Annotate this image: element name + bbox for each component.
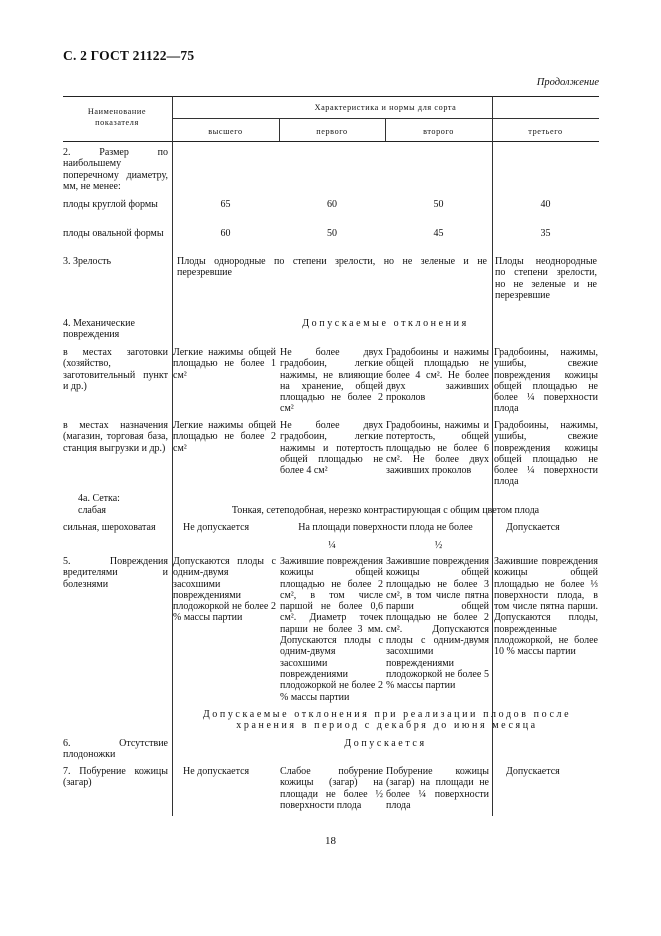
grade-header-first: первого [316,127,348,136]
oval-value-first: 50 [327,228,337,239]
net-strong-fraction-second: ½ [434,540,443,551]
net-weak-value: Тонкая, сетеподобная, нерезко контрастирующая с общим цветом плода [231,505,540,516]
pests-highest: Допускаются плоды с одним-двумя засохшими повреждениями плодожоркой не более 2 % массы партии [173,556,276,624]
round-value-highest: 65 [220,199,231,210]
pests-second: Зажившие повреждения кожицы общей площадью не более 3 см², в том числе пятна парши общей площадью не более 2 см². Допускаются плоды с одним-двумя засохшими повреждениями плодожоркой не более 5 % массы партии [386,556,489,692]
document-header: С. 2 ГОСТ 21122—75 [63,48,195,63]
grade-header-second: второго [423,127,454,136]
storage-deviations-heading: Допускаемые отклонения при реализации плодов после хранения в период с декабря до июня месяца [202,709,572,732]
destination-highest: Легкие нажимы общей площадью не более 2 см² [173,420,276,454]
indicator-column-header: Наименование показателя [87,107,147,127]
mechanical-deviations-heading: Допускаемые отклонения [302,318,469,329]
table-top-rule [63,96,599,97]
tan-third: Допускается [506,766,560,777]
tan-highest: Не допускается [183,766,250,777]
maturity-grades-1-3: Плоды однородные по степени зрелости, но не зеленые и не перезревшие [177,256,487,279]
stem-value: Допускается [344,738,427,749]
net-strong-label: сильная, шероховатая [63,522,156,533]
tan-label: 7. Побурение кожицы (загар) [63,766,168,789]
destination-third: Градобоины, нажимы, ушибы, свежие повреждения кожицы общей площадью не более ¼ поверхности плода [494,420,598,488]
destination-label: в местах назначения (магазин, торговая база, станция выгрузки и др.) [63,420,168,454]
round-fruit-label: плоды круглой формы [63,199,158,210]
net-strong-grades-2-3: На площади поверхности плода не более [298,522,473,533]
oval-fruit-label: плоды овальной формы [63,228,164,239]
procurement-highest: Легкие нажимы общей площадью не более 1 см² [173,347,276,381]
mechanical-label: 4. Механические повреждения [63,318,135,341]
oval-value-highest: 60 [220,228,231,239]
tan-second: Побурение кожицы (загар) на площади не более ¼ поверхности плода [386,766,489,811]
maturity-label: 3. Зрелость [63,256,112,267]
page-number: 18 [325,835,336,847]
continuation-label: Продолжение [536,77,599,88]
pests-first: Зажившие повреждения кожицы общей площадью не более 2 см², в том числе паршой не более 0,6 см². Диаметр точек парши не более 3 мм. Допускаются плоды с одним-двумя засохшими повреждениями плодожоркой не более 2 % массы партии [280,556,383,703]
oval-value-second: 45 [433,228,444,239]
destination-first: Не более двух градобоин, легкие нажимы и потертость общей площадью не более 4 см² [280,420,383,477]
grade-header-highest: высшего [208,127,243,136]
net-strong-fraction-first: ¼ [328,540,336,551]
maturity-grade-4: Плоды неоднородные по степени зрелости, но не зеленые и не перезревшие [495,256,597,301]
round-value-third: 40 [540,199,551,210]
pests-third: Зажившие повреждения кожицы общей площадью не более ⅓ поверхности плода, в том числе пятна парши. Допускаются плоды, поврежденные плодожоркой, не более 10 % массы партии [494,556,598,658]
net-strong-third: Допускается [506,522,560,533]
net-strong-highest: Не допускается [183,522,250,533]
procurement-first: Не более двух градобоин, легкие нажимы, не влияющие на хранение, общей площадью не более 2 см² [280,347,383,415]
stem-label: 6. Отсутствие плодоножки [63,738,168,761]
round-value-first: 60 [327,199,337,210]
procurement-third: Градобоины, нажимы, ушибы, свежие повреждения кожицы общей площадью не более ¼ поверхности плода [494,347,598,415]
oval-value-third: 35 [540,228,551,239]
header-bottom-rule [63,141,599,142]
pests-label: 5. Повреждения вредителями и болезнями [63,556,168,590]
size-row-label: 2. Размер по наибольшему поперечному диаметру, мм, не менее: [63,147,168,192]
procurement-second: Градобоины и нажимы общей площадью не более 4 см². Не более двух заживших проколов [386,347,489,404]
net-weak-label: слабая [78,505,106,516]
procurement-label: в местах заготовки (хозяйство, заготовительный пункт и др.) [63,347,168,392]
net-label: 4а. Сетка: [78,493,120,504]
destination-second: Градобоины, нажимы и потертость, общей площадью не более 6 см². Не более двух заживших проколов [386,420,489,477]
round-value-second: 50 [433,199,444,210]
grade-header-third: третьего [528,127,563,136]
tan-first: Слабое побурение кожицы (загар) на площади не более ½ поверхности плода [280,766,383,811]
grade-group-header: Характеристика и нормы для сорта [314,103,457,112]
